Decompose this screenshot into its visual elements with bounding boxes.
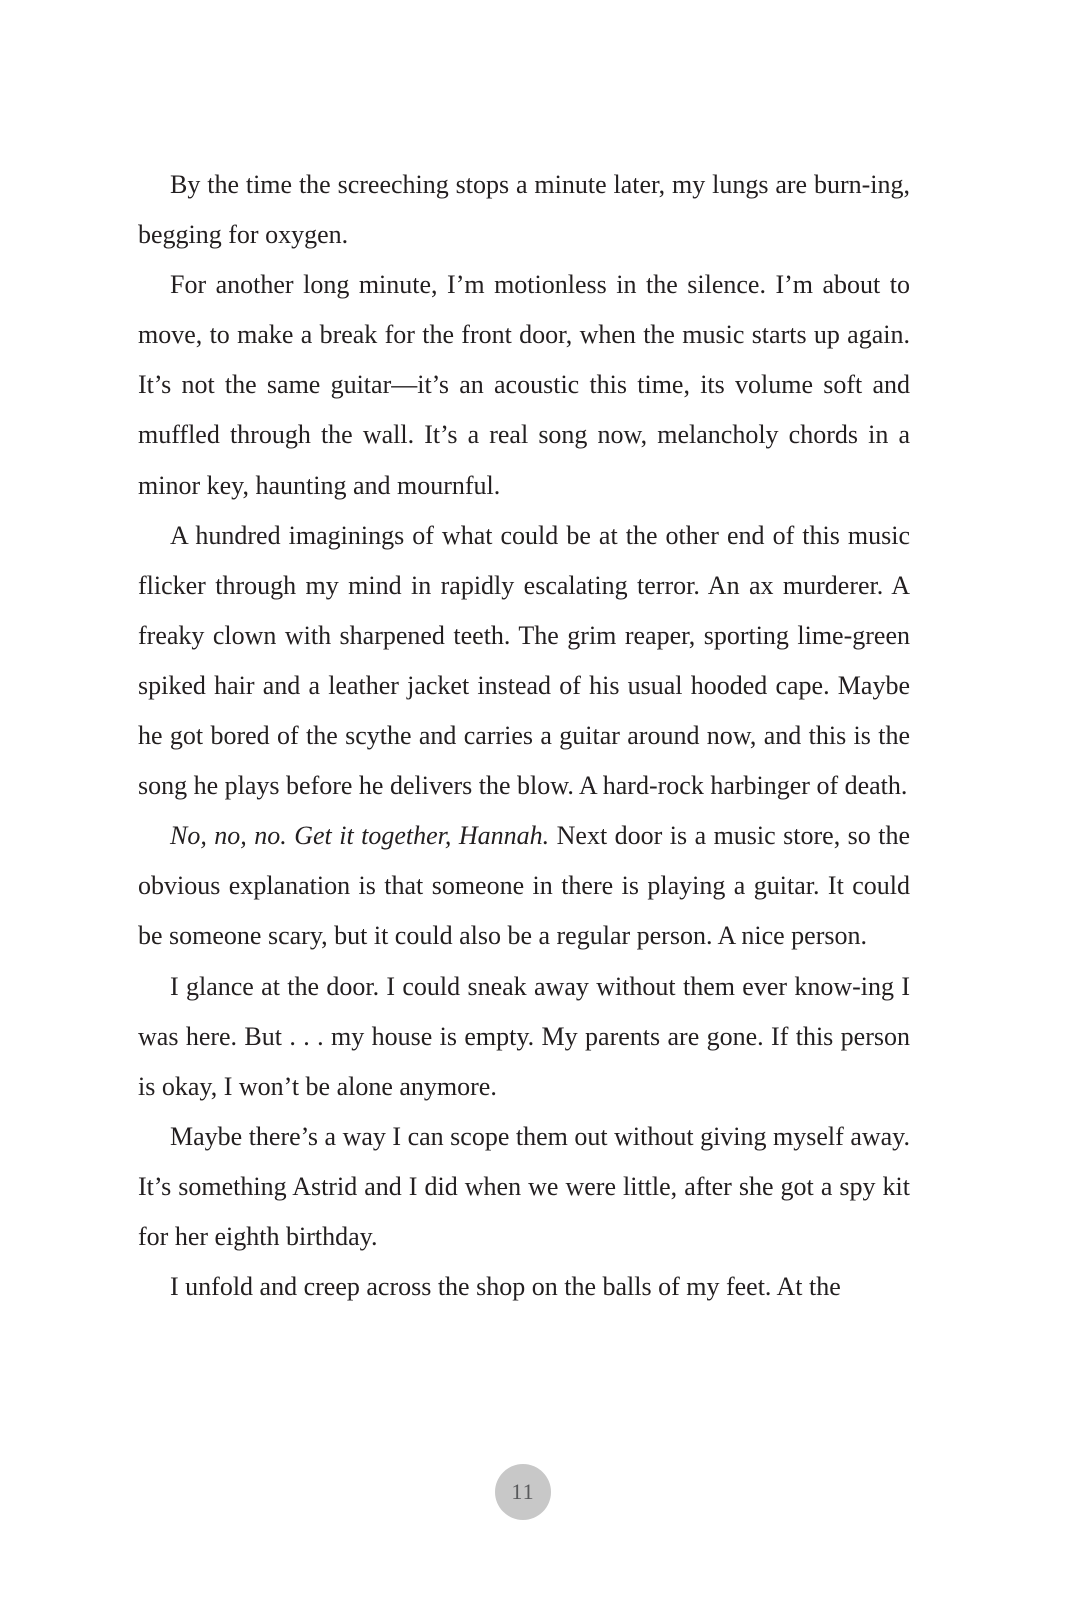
page-number: 11 [495,1464,551,1520]
paragraph-4-text: Next door is a music store, so the obvious explanation is that someone in there is playing a guitar. It could be someone scary, but it could also be a regular person. A nice person. [138,821,911,951]
paragraph-3: A hundred imaginings of what could be at the other end of this music flicker through my mind in rapidly escalating terror. An ax murderer. A freaky clown with sharpened teeth. The grim reaper, sporting lime-green spiked hair and a leather jacket instead of his usual hooded cape. Maybe he got bored of the scythe and carries a guitar around now, and this is the song he plays before he delivers the blow. A hard-rock harbinger of death. [138,520,910,801]
paragraph-6: Maybe there’s a way I can scope them out without giving myself away. It’s something Astrid and I did when we were little, after she got a spy kit for her eighth birthday. [138,1121,910,1251]
paragraph-5: I glance at the door. I could sneak away without them ever know-ing I was here. But . . . my house is empty. My parents are gone. If this person is okay, I won’t be alone anymore. [138,971,910,1101]
italic-thought: No, no, no. Get it together, Hannah. [170,821,550,851]
body-text [138,160,910,1312]
paragraph-7: I unfold and creep across the shop on the balls of my feet. At the [170,1272,841,1302]
paragraph-1: By the time the screeching stops a minute later, my lungs are burn-ing, begging for oxygen. [138,170,910,250]
paragraph-4 [138,811,910,961]
paragraph-2: For another long minute, I’m motionless in the silence. I’m about to move, to make a break for the front door, when the music starts up again. It’s not the same guitar—it’s an acoustic this time, its volume soft and muffled through the wall. It’s a real song now, melancholy chords in a minor key, haunting and mournful. [138,270,910,500]
